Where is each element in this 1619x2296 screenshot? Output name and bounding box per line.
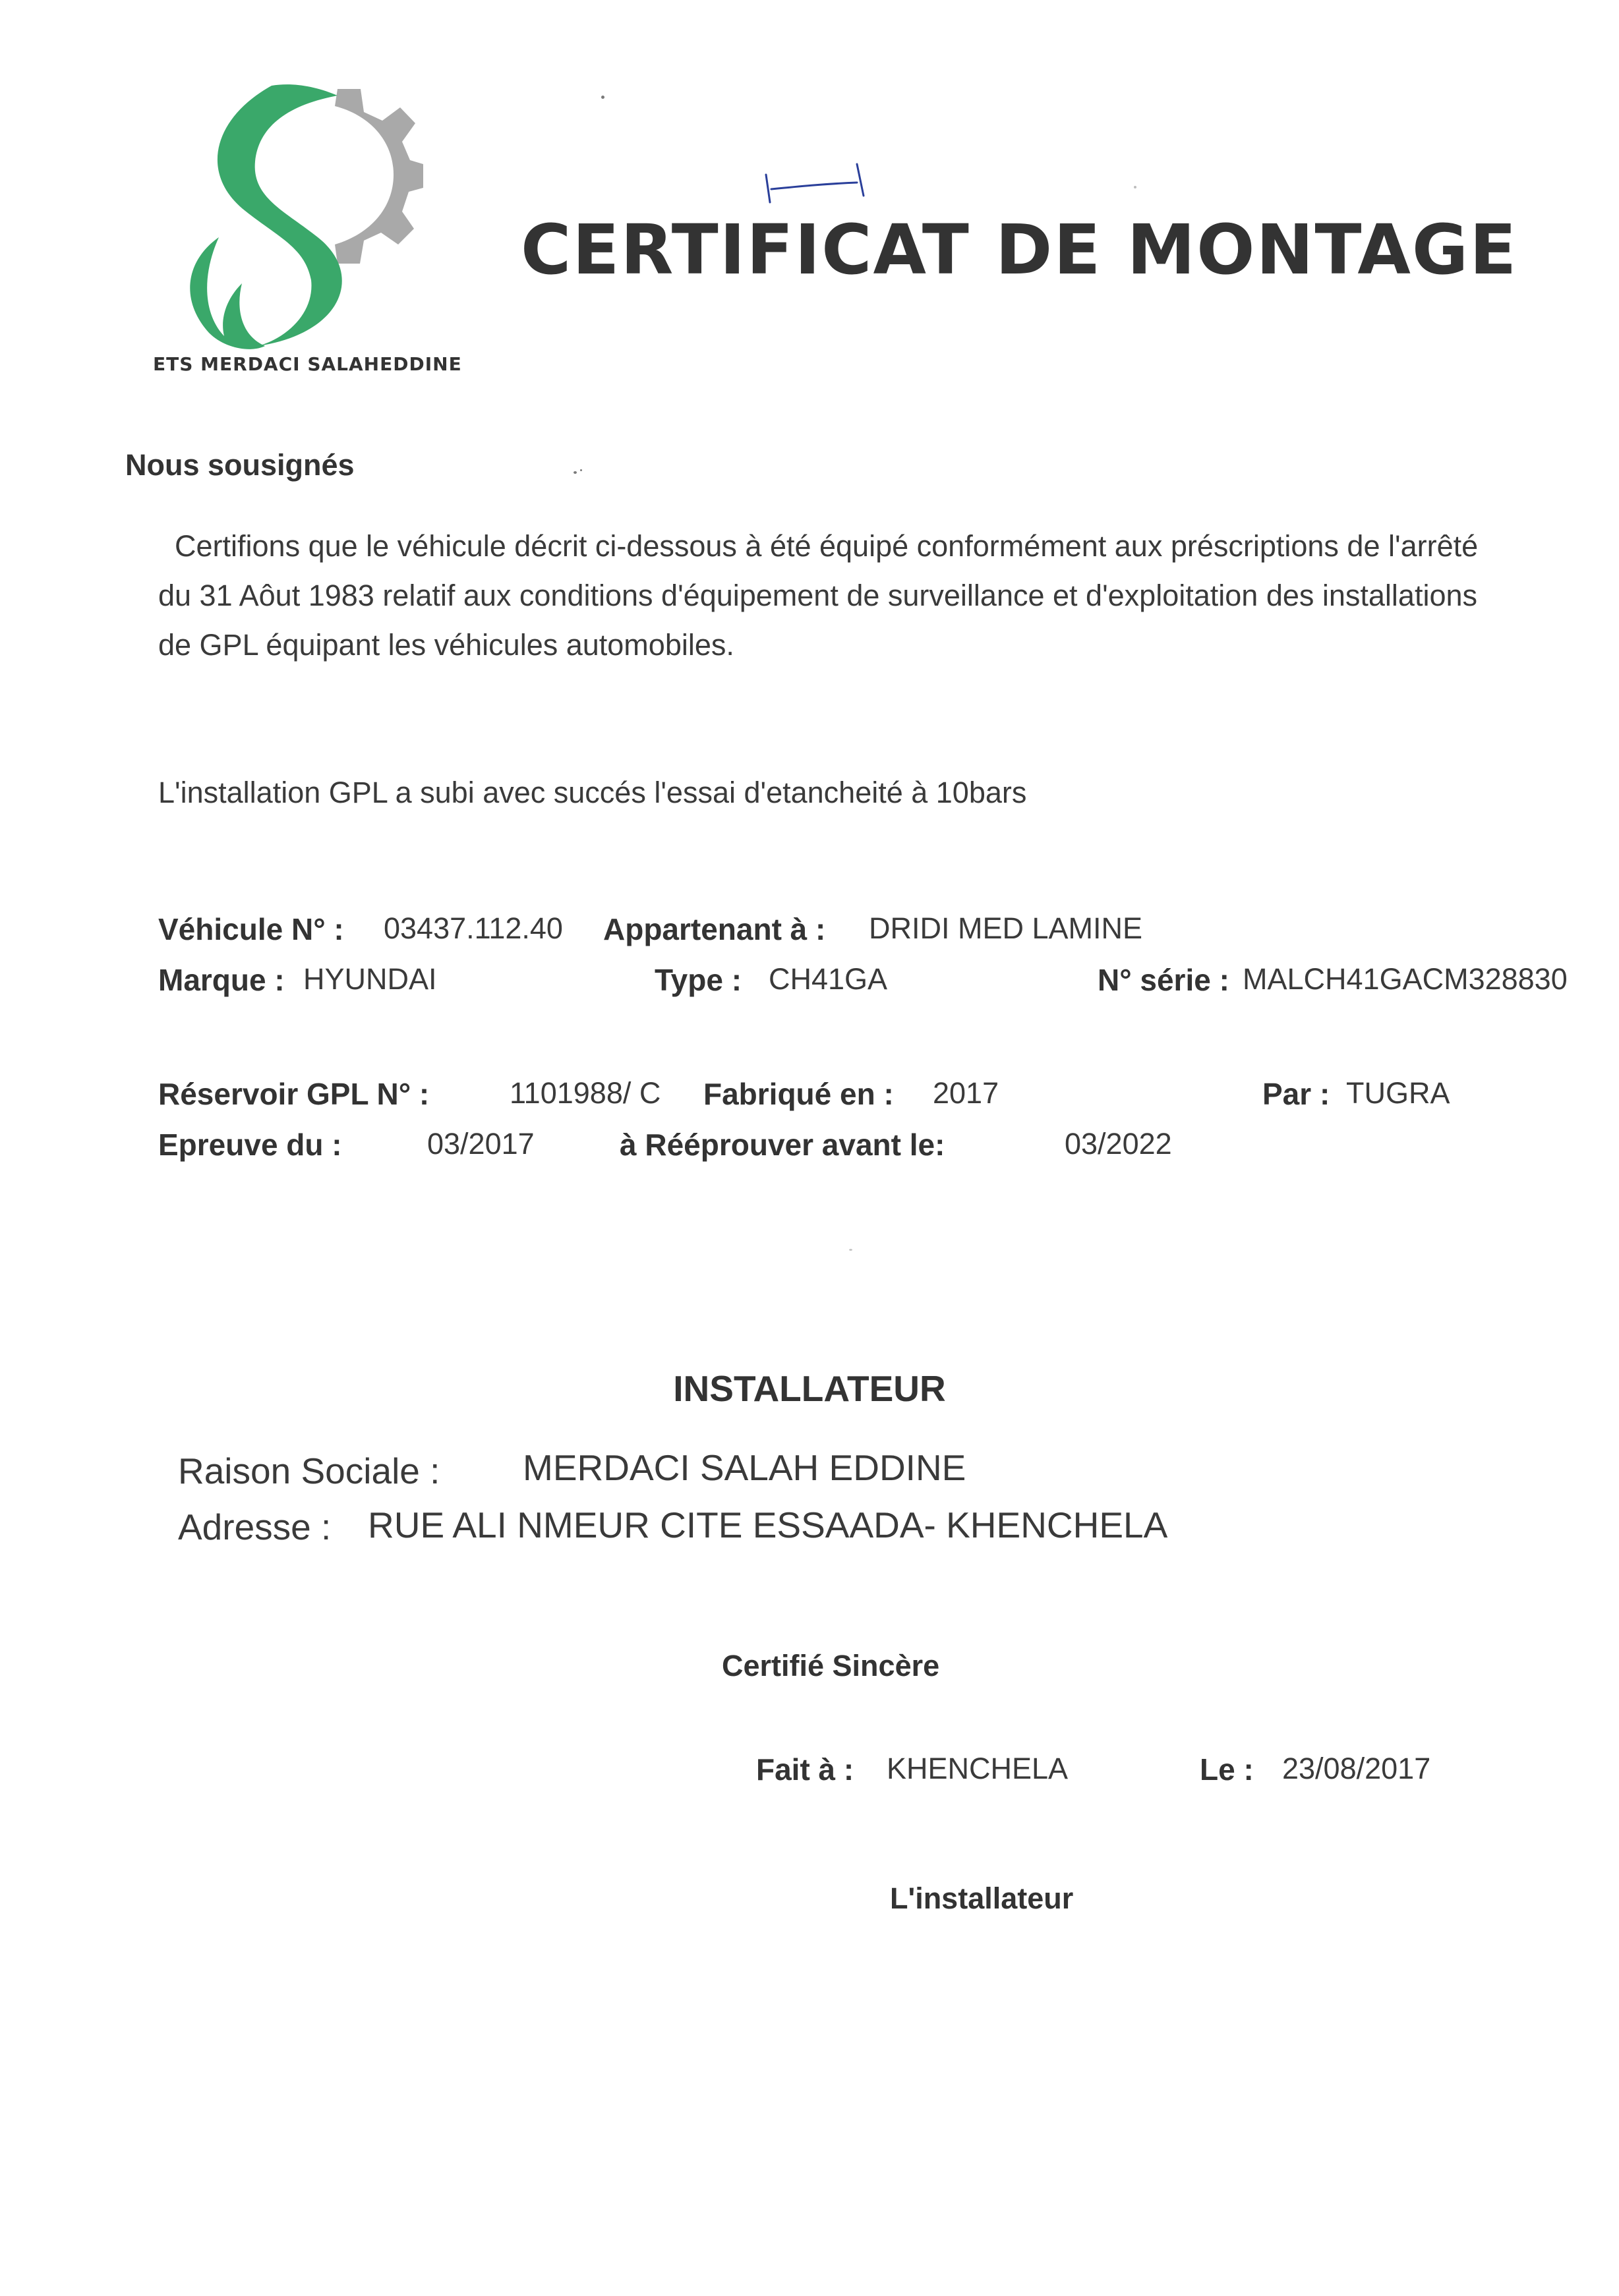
certification-text-line: Certifions que le véhicule décrit ci-dessous à été équipé conformément aux préscriptions de l'arrêté [175, 529, 1479, 563]
place-label: Fait à : [756, 1752, 854, 1787]
vehicle-number-label: Véhicule N° : [158, 912, 344, 946]
owner-value: DRIDI MED LAMINE [869, 911, 1143, 945]
manufacturer-value: TUGRA [1346, 1076, 1450, 1110]
date-label: Le : [1200, 1752, 1254, 1787]
address-value: RUE ALI NMEUR CITE ESSAADA- KHENCHELA [368, 1505, 1168, 1545]
pen-mark [758, 155, 877, 214]
scan-speck [574, 471, 577, 474]
manufactured-value: 2017 [933, 1076, 999, 1110]
vehicle-number-value: 03437.112.40 [384, 911, 563, 945]
intro-heading: Nous sousignés [125, 448, 355, 482]
date-value: 23/08/2017 [1282, 1752, 1431, 1785]
type-value: CH41GA [769, 962, 888, 996]
type-label: Type : [655, 963, 742, 997]
leaf-s-icon [190, 84, 341, 349]
tank-number-label: Réservoir GPL N° : [158, 1077, 430, 1111]
serial-label: N° série : [1098, 963, 1229, 997]
certified-statement: Certifié Sincère [722, 1649, 940, 1682]
retest-value: 03/2022 [1065, 1127, 1172, 1161]
scan-speck [580, 469, 582, 471]
retest-label: à Rééprouver avant le: [620, 1128, 945, 1162]
serial-value: MALCH41GACM328830 [1243, 962, 1568, 996]
company-name: ETS MERDACI SALAHEDDINE [153, 353, 462, 375]
scan-speck [601, 96, 604, 99]
installer-heading: INSTALLATEUR [673, 1368, 946, 1409]
owner-label: Appartenant à : [603, 912, 826, 946]
manufacturer-label: Par : [1262, 1077, 1330, 1111]
signature-label: L'installateur [890, 1881, 1074, 1915]
test-date-label: Epreuve du : [158, 1128, 342, 1162]
place-value: KHENCHELA [887, 1752, 1069, 1785]
manufactured-label: Fabriqué en : [703, 1077, 894, 1111]
document-title: CERTIFICAT DE MONTAGE [521, 210, 1518, 290]
brand-label: Marque : [158, 963, 285, 997]
certification-text-line: de GPL équipant les véhicules automobiles. [158, 628, 734, 662]
company-value: MERDACI SALAH EDDINE [523, 1447, 966, 1488]
test-date-value: 03/2017 [427, 1127, 535, 1161]
company-label: Raison Sociale : [178, 1450, 440, 1491]
tank-number-value: 1101988/ C [510, 1076, 661, 1110]
certification-text-line: du 31 Aôut 1983 relatif aux conditions d'équipement de surveillance et d'exploitation des installations [158, 579, 1478, 612]
leak-test-statement: L'installation GPL a subi avec succés l'essai d'etancheité à 10bars [158, 776, 1027, 809]
brand-value: HYUNDAI [303, 962, 437, 996]
address-label: Adresse : [178, 1507, 332, 1547]
scan-speck [849, 1249, 852, 1251]
company-logo [173, 82, 423, 353]
scan-speck [1134, 186, 1136, 188]
